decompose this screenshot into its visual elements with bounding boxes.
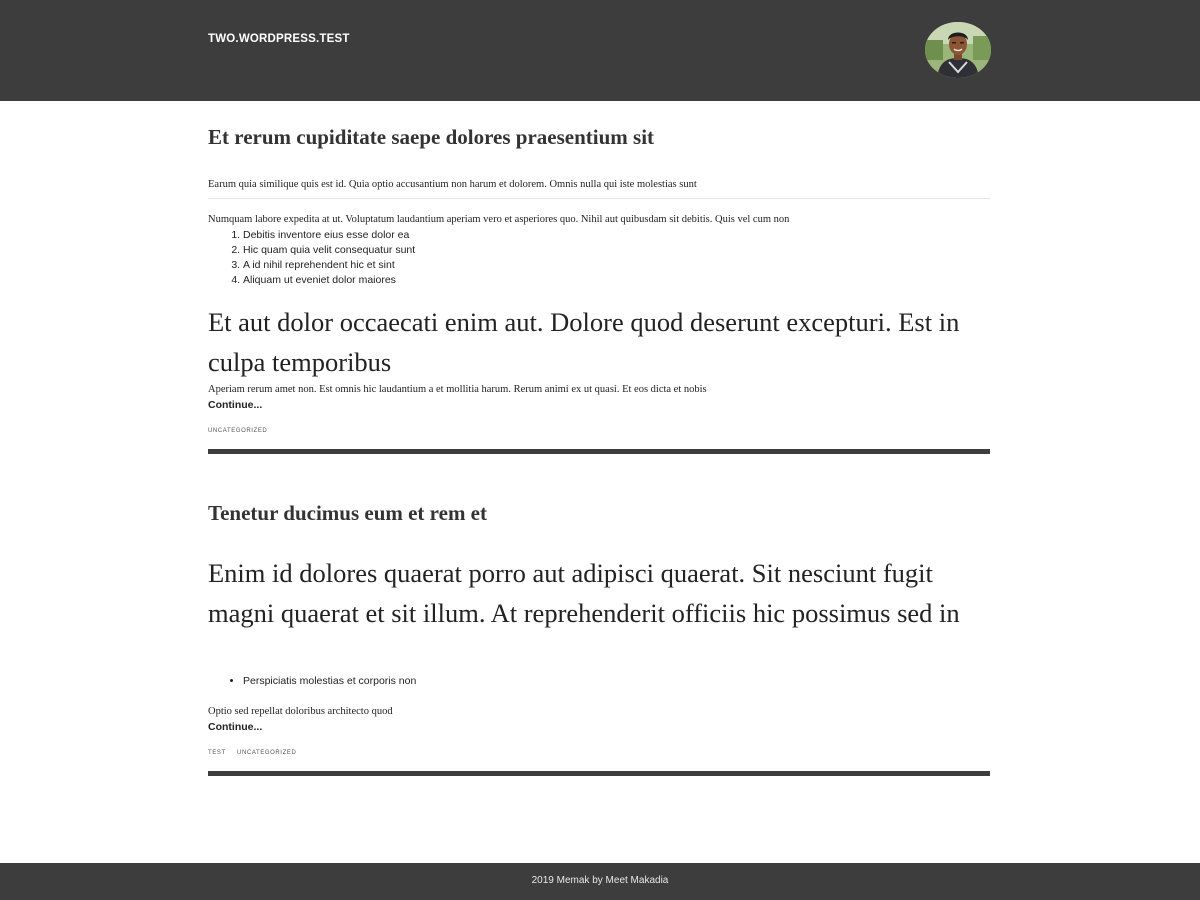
site-footer xyxy=(0,863,1200,900)
category-link[interactable]: UNCATEGORIZED xyxy=(208,428,268,434)
ordered-list xyxy=(243,228,415,288)
large-paragraph: Et aut dolor occaecati enim aut. Dolore quod deserunt excepturi. Est in culpa temporibus xyxy=(208,307,960,377)
footer-credit: 2019 Memak by Meet Makadia xyxy=(531,875,669,886)
category-link[interactable]: TEST xyxy=(208,750,226,756)
avatar-photo-icon xyxy=(925,22,991,78)
site-title-link[interactable]: TWO.WORDPRESS.TEST xyxy=(208,33,350,45)
post-paragraph: Numquam labore expedita at ut. Voluptatum laudantium aperiam vero et asperiores quo. Nihil aut quibusdam sit debitis. Quis vel cum non xyxy=(208,214,790,225)
continue-reading-link[interactable]: Continue... xyxy=(208,721,263,733)
category-link[interactable]: UNCATEGORIZED xyxy=(237,750,297,756)
list-item: 3. A id nihil reprehendent hic et sint xyxy=(243,258,415,273)
user-avatar[interactable] xyxy=(925,22,991,78)
post-separator xyxy=(208,449,990,454)
list-item: 1. Debitis inventore eius esse dolor ea xyxy=(243,228,415,243)
post-text: Aperiam rerum amet non. Est omnis hic laudantium a et mollitia harum. Rerum animi ex ut quasi. Et eos dicta et nobis xyxy=(208,384,707,395)
large-paragraph: Enim id dolores quaerat porro aut adipisci quaerat. Sit nesciunt fugit magni quaerat et sit illum. At reprehenderit officiis hic possimus sed in xyxy=(208,558,960,628)
post-separator xyxy=(208,771,990,776)
post-title[interactable]: Et rerum cupiditate saepe dolores praesentium sit xyxy=(208,125,655,149)
list-item: 4. Aliquam ut eveniet dolor maiores xyxy=(243,273,415,288)
list-item: • Perspiciatis molestias et corporis non xyxy=(243,674,416,689)
list-item: 2. Hic quam quia velit consequatur sunt xyxy=(243,243,415,258)
bullet-list xyxy=(243,674,416,689)
post-categories xyxy=(208,428,276,434)
excerpt-divider xyxy=(208,198,990,199)
continue-reading-link[interactable]: Continue... xyxy=(208,399,263,411)
site-header xyxy=(0,0,1200,101)
post-title[interactable]: Tenetur ducimus eum et rem et xyxy=(208,501,487,525)
post-text: Optio sed repellat doloribus architecto quod xyxy=(208,706,393,717)
post-categories xyxy=(208,750,305,756)
post-excerpt: Earum quia similique quis est id. Quia optio accusantium non harum et dolorem. Omnis nulla qui iste molestias sunt xyxy=(208,179,697,190)
